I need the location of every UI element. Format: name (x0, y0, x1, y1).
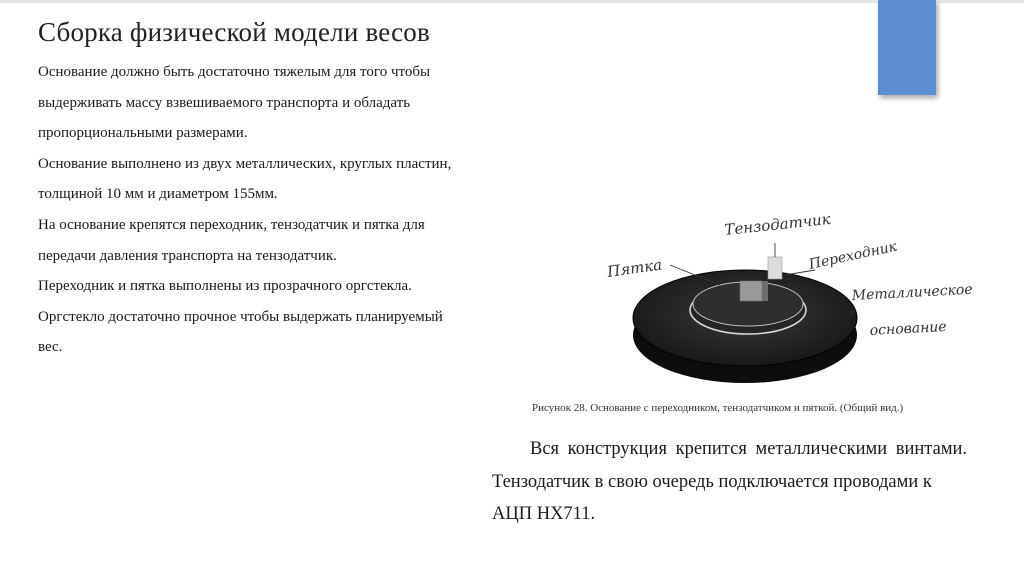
bottom-line: Вся конструкция крепится металлическими винтами. (530, 439, 968, 459)
bottom-line: Тензодатчик в свою очередь подключается проводами к (492, 471, 932, 492)
base-assembly-figure (600, 205, 1000, 400)
bottom-text (492, 433, 992, 531)
figure-caption: Рисунок 28. Основание с переходником, тензодатчиком и пяткой. (Общий вид.) (532, 402, 904, 414)
body-line: На основание крепятся переходник, тензодатчик и пятка для (38, 216, 425, 233)
body-line: выдерживать массу взвешиваемого транспорта и обладать (38, 94, 411, 111)
base-assembly-drawing (600, 205, 1000, 400)
body-line: пропорциональными размерами. (38, 125, 248, 142)
body-text (38, 57, 528, 363)
body-line: Оргстекло достаточно прочное чтобы выдержать планируемый (38, 308, 443, 325)
base-label-line1: Металлическое (851, 281, 974, 304)
slide-title: Сборка физической модели весов (38, 17, 430, 47)
accent-block (878, 0, 936, 95)
body-line: Переходник и пятка выполнены из прозрачного оргстекла. (38, 278, 412, 295)
body-line: Основание должно быть достаточно тяжелым для того чтобы (38, 64, 431, 80)
heel-block (768, 257, 782, 279)
heel-label: Пятка (606, 255, 664, 281)
bottom-line: АЦП HX711. (492, 504, 596, 524)
sensor-label: Тензодатчик (723, 209, 832, 239)
body-line: толщиной 10 мм и диаметром 155мм. (38, 186, 278, 203)
adapter-label: Переходник (807, 238, 899, 273)
base-label-line2: основание (869, 318, 948, 339)
load-cell (740, 281, 762, 301)
body-line: Основание выполнено из двух металлических, круглых пластин, (38, 155, 452, 172)
load-cell-side (762, 281, 768, 301)
body-line: передачи давления транспорта на тензодатчик. (38, 247, 337, 264)
body-line: вес. (38, 339, 63, 356)
top-divider (0, 0, 1024, 3)
